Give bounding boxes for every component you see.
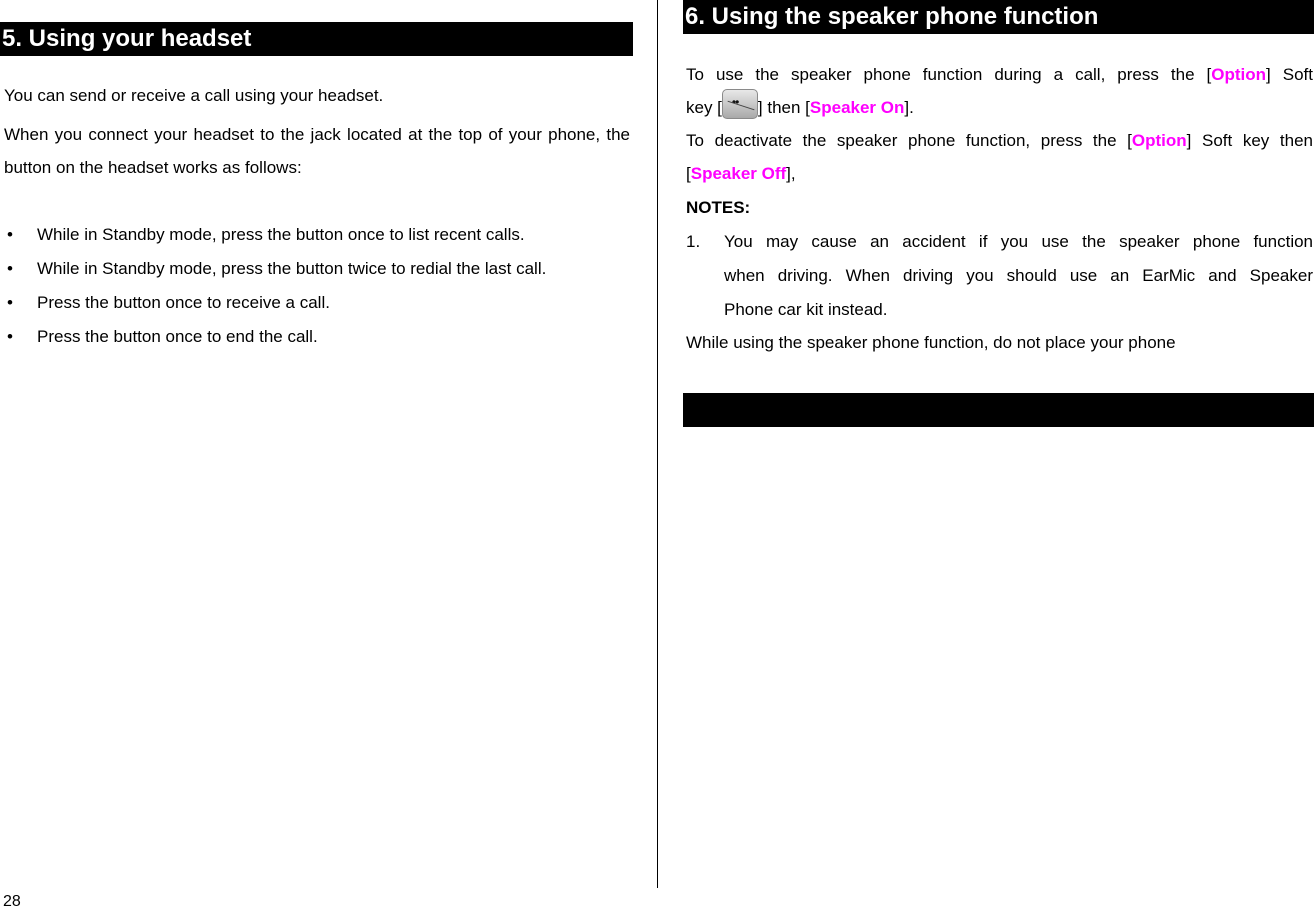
headset-button-list (0, 218, 630, 354)
bullet-icon: • (7, 259, 13, 278)
page-number: 28 (3, 893, 21, 910)
note-item: 1. You may cause an accident if you use the speaker phone function when driving. When driving you should use an EarMic and Speaker Phone car kit instead. (686, 225, 1313, 327)
description-paragraph: When you connect your headset to the jack located at the top of your phone, the button on the headset works as follows: (4, 125, 630, 177)
note-number: 1. (686, 232, 701, 251)
list-item: • Press the button once to receive a call. (0, 286, 630, 320)
speaker-off-label: Speaker Off (690, 164, 787, 183)
notes-label: NOTES: (686, 198, 751, 217)
section-5-heading: 5. Using your headset (0, 22, 633, 56)
warning-paragraph: While using the speaker phone function, do not place your phone (686, 333, 1176, 352)
intro-paragraph: You can send or receive a call using your headset. (4, 86, 384, 105)
option-key-label: Option (1131, 131, 1187, 150)
speaker-on-label: Speaker On (809, 98, 905, 117)
speaker-off-paragraph: To deactivate the speaker phone function, press the [Option] Soft key then [Speaker Off], (686, 131, 1313, 183)
soft-key-icon (722, 89, 758, 119)
section-heading-bar (683, 393, 1314, 427)
column-divider (657, 0, 658, 888)
list-item: • While in Standby mode, press the button twice to redial the last call. (0, 252, 630, 286)
bullet-icon: • (7, 327, 13, 346)
bullet-icon: • (7, 293, 13, 312)
bullet-icon: • (7, 225, 13, 244)
list-item: • While in Standby mode, press the button once to list recent calls. (0, 218, 630, 252)
list-item: • Press the button once to end the call. (0, 320, 630, 354)
section-6-heading: 6. Using the speaker phone function (683, 0, 1314, 34)
speaker-on-paragraph: To use the speaker phone function during a call, press the [Option] Soft key [•• ] then [Speaker On]. (686, 60, 1313, 122)
option-key-label: Option (1211, 65, 1267, 84)
